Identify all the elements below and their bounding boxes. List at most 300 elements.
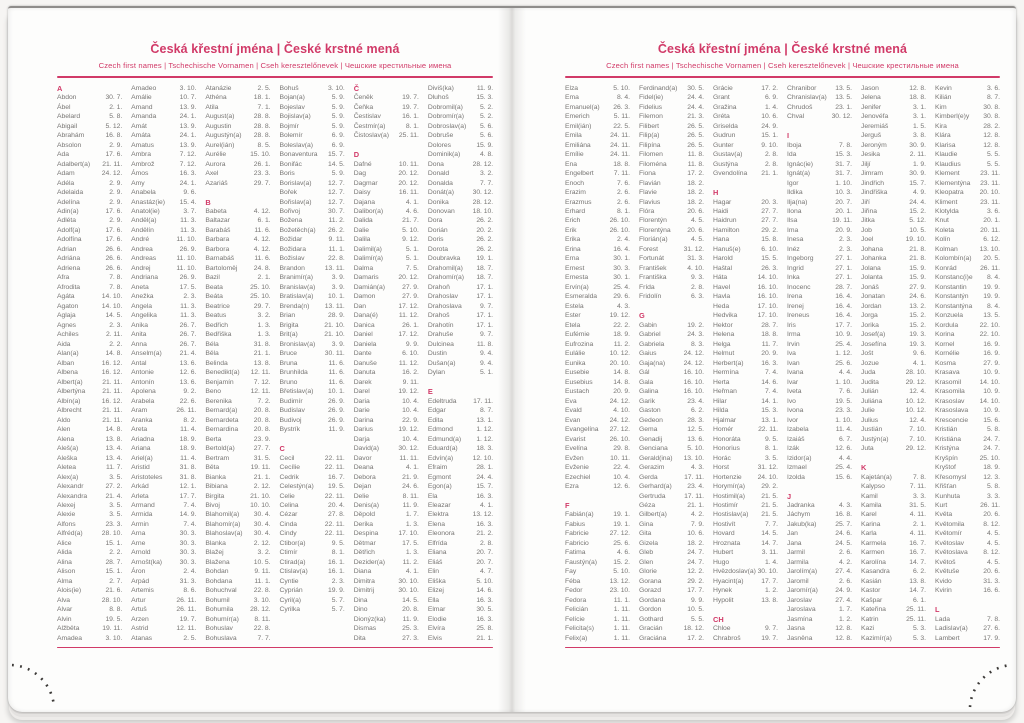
- name-entry: [565, 216, 630, 225]
- given-name: Doubravka: [427, 255, 461, 263]
- given-name: Anežka: [131, 293, 154, 301]
- name-day-date: 22. 8.: [253, 625, 271, 633]
- name-entry: [354, 216, 419, 225]
- name-day-date: 2. 3.: [839, 245, 852, 253]
- name-entry: [639, 492, 704, 501]
- name-day-date: 7. 12.: [179, 160, 197, 168]
- name-entry: [354, 169, 419, 178]
- name-day-date: 4. 12.: [253, 207, 271, 215]
- name-day-date: 10. 9.: [835, 331, 852, 339]
- name-entry: [713, 359, 778, 368]
- name-entry: [565, 245, 630, 254]
- name-entry: [935, 169, 1000, 178]
- name-entry: [354, 416, 419, 425]
- name-entry: [787, 539, 852, 548]
- given-name: Ema: [565, 94, 579, 102]
- given-name: Fabián(a): [565, 511, 594, 519]
- name-entry: [131, 378, 196, 387]
- blank-row: [428, 378, 493, 387]
- given-name: Drahoslava: [427, 302, 462, 310]
- name-entry: [935, 179, 1000, 188]
- section-letter: CH: [713, 614, 724, 624]
- given-name: Eufrozina: [565, 340, 594, 348]
- given-name: Čistoslav(a): [353, 132, 389, 140]
- given-name: Fay: [565, 568, 577, 576]
- given-name: Anatol(ie): [131, 207, 160, 215]
- name-day-date: 6. 9.: [765, 94, 778, 102]
- name-day-date: 15. 3.: [476, 94, 494, 102]
- given-name: Gaston: [639, 407, 661, 415]
- name-entry: [131, 122, 196, 131]
- given-name: Fedor: [565, 587, 583, 595]
- name-entry: [565, 359, 630, 368]
- name-entry: [280, 501, 345, 510]
- name-day-date: 30. 10.: [398, 587, 419, 595]
- name-entry: [787, 473, 852, 482]
- name-day-date: 5. 8.: [109, 113, 123, 121]
- given-name: Iva: [787, 350, 796, 358]
- name-entry: [861, 425, 926, 434]
- name-day-date: 4. 10.: [613, 407, 630, 415]
- given-name: Aleš(a): [57, 445, 79, 453]
- given-name: Ireneus: [787, 312, 810, 320]
- given-name: Ima: [787, 226, 799, 234]
- given-name: Ezechiel: [565, 473, 591, 481]
- name-day-date: 20. 6.: [983, 568, 1000, 576]
- name-day-date: 1. 9.: [913, 160, 926, 168]
- name-entry: [935, 624, 1000, 633]
- name-entry: [861, 615, 926, 624]
- given-name: Elza: [565, 84, 579, 92]
- given-name: Ctimír: [279, 549, 298, 557]
- given-name: Jan: [787, 530, 798, 538]
- name-day-date: 24. 6.: [909, 293, 926, 301]
- name-day-date: 8. 1.: [405, 122, 419, 130]
- name-day-date: 10. 4.: [402, 407, 419, 415]
- name-entry: [565, 141, 630, 150]
- given-name: Aurora: [205, 160, 226, 168]
- name-entry: [57, 605, 122, 614]
- given-name: Darie: [353, 407, 370, 415]
- name-entry: [935, 216, 1000, 225]
- given-name: Emil(ián): [565, 122, 592, 130]
- name-entry: [713, 93, 778, 102]
- given-name: Filemon: [639, 113, 663, 121]
- given-name: Arnold: [131, 549, 151, 557]
- section-letter-header: [713, 188, 778, 197]
- name-day-date: 11. 9.: [402, 502, 419, 509]
- given-name: David(a): [353, 445, 379, 453]
- given-name: Brit(a): [279, 331, 298, 339]
- name-entry: [713, 520, 778, 529]
- given-name: Jiljí: [861, 160, 871, 168]
- name-entry: [280, 539, 345, 548]
- name-entry: [861, 340, 926, 349]
- name-day-date: 20. 8.: [253, 407, 271, 415]
- name-entry: [354, 330, 419, 339]
- blank-row: [639, 302, 704, 311]
- name-day-date: 26. 10.: [609, 226, 630, 234]
- given-name: Hilda: [713, 407, 729, 415]
- name-entry: [787, 368, 852, 377]
- given-name: Alina: [57, 558, 72, 566]
- given-name: Anika: [131, 321, 148, 329]
- given-name: Andrej: [131, 264, 151, 272]
- given-name: Elvíra: [427, 625, 445, 633]
- name-day-date: 11. 6.: [254, 226, 271, 234]
- name-day-date: 1. 12.: [476, 426, 494, 434]
- name-day-date: 29. 7.: [253, 302, 271, 310]
- name-entry: [935, 586, 1000, 595]
- name-day-date: 26. 11.: [980, 502, 1000, 509]
- name-entry: [861, 103, 926, 112]
- name-day-date: 13. 12.: [609, 577, 630, 585]
- name-entry: [131, 207, 196, 216]
- given-name: Heda: [713, 302, 730, 310]
- name-day-date: 11. 9.: [402, 615, 419, 623]
- name-day-date: 24. 1.: [179, 179, 197, 187]
- given-name: Barbora: [205, 245, 230, 253]
- blank-row: [787, 122, 852, 131]
- name-day-date: 14. 10.: [101, 302, 123, 310]
- name-day-date: 17. 10.: [757, 302, 778, 310]
- name-day-date: 9. 5.: [331, 539, 345, 547]
- given-name: Drahoš: [427, 312, 450, 320]
- name-entry: [787, 169, 852, 178]
- given-name: Adriena: [57, 264, 81, 272]
- name-day-date: 24. 10.: [757, 473, 778, 481]
- name-day-date: 11. 4.: [180, 426, 197, 434]
- blank-row: [935, 596, 1000, 605]
- name-day-date: 16. 3.: [761, 359, 778, 367]
- name-entry: [565, 321, 630, 330]
- name-day-date: 1. 11.: [613, 634, 630, 642]
- given-name: Klára: [935, 132, 951, 140]
- name-day-date: 24. 4.: [687, 94, 704, 102]
- given-name: Krasava: [935, 369, 960, 377]
- name-entry: [131, 150, 196, 159]
- given-name: Bratislav(a): [279, 293, 314, 301]
- name-entry: [713, 539, 778, 548]
- name-entry: [354, 577, 419, 586]
- given-name: Hostislav(a): [713, 511, 749, 519]
- name-day-date: 15. 5.: [761, 255, 778, 263]
- given-name: Ervín(a): [565, 283, 589, 291]
- given-name: Gracián: [639, 625, 663, 633]
- name-day-date: 30. 3.: [179, 549, 197, 557]
- given-name: Gala: [639, 378, 654, 386]
- name-day-date: 5. 9.: [331, 94, 345, 102]
- given-name: Jason: [861, 84, 879, 92]
- given-name: Bonifác: [279, 160, 302, 168]
- name-day-date: 12. 7.: [327, 189, 345, 197]
- name-entry: [354, 112, 419, 121]
- given-name: Garik: [639, 397, 655, 405]
- name-day-date: 31. 3.: [687, 255, 704, 263]
- given-name: Hagar: [713, 198, 732, 206]
- name-day-date: 24. 9.: [761, 122, 778, 130]
- name-day-date: 12. 8.: [983, 132, 1000, 140]
- name-entry: [428, 340, 493, 349]
- name-entry: [57, 501, 122, 510]
- name-entry: [57, 425, 122, 434]
- name-entry: [861, 416, 926, 425]
- name-entry: [861, 188, 926, 197]
- given-name: Kryštof: [935, 464, 956, 472]
- name-entry: [565, 112, 630, 121]
- given-name: Ladislav(a): [935, 625, 968, 633]
- name-entry: [787, 416, 852, 425]
- name-entry: [57, 169, 122, 178]
- name-day-date: 29. 2.: [687, 577, 704, 585]
- name-entry: [354, 397, 419, 406]
- given-name: Florián(a): [639, 236, 668, 244]
- given-name: Dolores: [427, 141, 451, 149]
- name-day-date: 1. 3.: [405, 520, 419, 528]
- name-entry: [354, 558, 419, 567]
- name-entry: [787, 454, 852, 463]
- given-name: Jaroslav: [787, 596, 812, 604]
- given-name: Katrin: [861, 615, 879, 623]
- name-day-date: 8. 12.: [983, 520, 1000, 528]
- given-name: Korina: [935, 331, 955, 339]
- name-entry: [565, 160, 630, 169]
- name-day-date: 2. 2.: [109, 340, 123, 348]
- name-day-date: 8. 12.: [983, 549, 1000, 557]
- name-day-date: 2. 12.: [253, 483, 271, 491]
- given-name: Artur: [131, 596, 146, 604]
- name-day-date: 4. 4.: [839, 369, 852, 377]
- name-entry: [205, 416, 270, 425]
- name-entry: [354, 596, 419, 605]
- name-entry: [861, 567, 926, 576]
- name-day-date: 13. 4.: [105, 454, 123, 462]
- given-name: Filoména: [639, 160, 667, 168]
- given-name: Filibert: [639, 122, 659, 130]
- given-name: Donald: [427, 170, 450, 178]
- name-day-date: 27. 2.: [105, 483, 123, 491]
- given-name: Benjamín: [205, 378, 234, 386]
- given-name: Alva: [57, 596, 71, 604]
- name-day-date: 8. 5.: [257, 141, 271, 149]
- given-name: Jeroným: [861, 141, 887, 149]
- name-day-date: 9. 12.: [402, 236, 419, 244]
- name-day-date: 21. 1.: [687, 502, 704, 509]
- name-day-date: 7. 10.: [909, 435, 926, 443]
- name-entry: [713, 169, 778, 178]
- section-letter-header: [428, 387, 493, 396]
- name-entry: [787, 378, 852, 387]
- given-name: Kurt: [935, 502, 948, 509]
- name-day-date: 18. 9.: [983, 464, 1000, 472]
- name-entry: [639, 122, 704, 131]
- name-entry: [935, 444, 1000, 453]
- name-day-date: 5. 9.: [331, 122, 345, 130]
- given-name: Klaudie: [935, 151, 958, 159]
- given-name: Gertruda: [639, 492, 666, 500]
- name-entry: [428, 463, 493, 472]
- name-entry: [205, 473, 270, 482]
- name-entry: [57, 131, 122, 140]
- name-entry: [280, 548, 345, 557]
- name-day-date: 3. 3.: [987, 492, 1000, 500]
- name-entry: [565, 510, 630, 519]
- name-entry: [861, 198, 926, 207]
- name-entry: [354, 359, 419, 368]
- given-name: Andreas: [131, 255, 157, 263]
- name-day-date: 30. 1.: [613, 274, 630, 282]
- name-entry: [935, 577, 1000, 586]
- given-name: Božidar: [279, 236, 303, 244]
- section-letter-header: [354, 150, 419, 159]
- given-name: Bohuš: [279, 84, 299, 92]
- name-day-date: 15. 7.: [476, 483, 494, 491]
- name-day-date: 26. 3.: [613, 103, 630, 111]
- name-day-date: 22. 9.: [402, 416, 419, 424]
- name-entry: [787, 235, 852, 244]
- name-day-date: 28. 1.: [476, 464, 494, 472]
- given-name: Diviš(ka): [427, 84, 454, 92]
- name-day-date: 17. 11.: [473, 397, 494, 405]
- name-day-date: 17. 12.: [398, 331, 419, 339]
- name-entry: [131, 577, 196, 586]
- name-entry: [428, 548, 493, 557]
- name-entry: [861, 330, 926, 339]
- name-entry: [565, 198, 630, 207]
- name-day-date: 22. 11.: [324, 454, 345, 462]
- given-name: Konstantýn: [935, 293, 969, 301]
- name-entry: [639, 397, 704, 406]
- given-name: Jiřina: [861, 207, 877, 215]
- name-entry: [861, 264, 926, 273]
- name-entry: [131, 198, 196, 207]
- name-entry: [935, 188, 1000, 197]
- name-day-date: 24. 11.: [610, 132, 630, 140]
- name-day-date: 8. 11.: [254, 615, 271, 623]
- given-name: Jitka: [861, 217, 875, 225]
- name-day-date: 17. 1.: [476, 321, 494, 329]
- given-name: Arpád: [131, 577, 150, 585]
- name-entry: [935, 406, 1000, 415]
- name-entry: [57, 624, 122, 633]
- name-day-date: 21. 11.: [102, 378, 123, 386]
- given-name: Fidel(ie): [639, 94, 664, 102]
- name-entry: [280, 378, 345, 387]
- name-day-date: 16. 12.: [101, 397, 123, 405]
- name-day-date: 11. 7.: [761, 340, 778, 348]
- name-day-date: 30. 4.: [253, 530, 271, 538]
- name-day-date: 26. 6.: [105, 264, 123, 272]
- given-name: Kevin: [935, 84, 952, 92]
- name-entry: [428, 605, 493, 614]
- name-entry: [205, 245, 270, 254]
- name-entry: [935, 482, 1000, 491]
- given-name: Bořek: [279, 189, 298, 197]
- name-day-date: 4. 6.: [405, 207, 419, 215]
- given-name: Božidara: [279, 245, 306, 253]
- name-day-date: 16. 1.: [402, 113, 419, 121]
- name-day-date: 28. 8.: [253, 132, 271, 140]
- given-name: Dalma: [353, 264, 374, 272]
- given-name: Egon(a): [427, 483, 452, 491]
- given-name: Kunhuta: [935, 492, 960, 500]
- given-name: Aldo: [57, 416, 71, 424]
- name-entry: [787, 634, 852, 643]
- name-entry: [787, 226, 852, 235]
- name-day-date: 25. 11.: [398, 132, 419, 140]
- given-name: Květuše: [935, 568, 960, 576]
- name-entry: [639, 150, 704, 159]
- given-name: Danuta: [353, 369, 376, 377]
- name-day-date: 2. 11.: [909, 151, 926, 159]
- name-day-date: 7. 6.: [839, 388, 852, 396]
- given-name: Hilar: [713, 397, 727, 405]
- name-day-date: 4. 4.: [839, 454, 852, 462]
- given-name: Krasomil: [935, 378, 962, 386]
- name-entry: [205, 112, 270, 121]
- given-name: Bertold(a): [205, 445, 235, 453]
- name-day-date: 18. 12.: [683, 625, 704, 633]
- name-entry: [935, 615, 1000, 624]
- given-name: Bazil: [205, 274, 220, 282]
- name-day-date: 16. 10.: [757, 283, 778, 291]
- given-name: Forest: [639, 245, 658, 253]
- name-entry: [861, 150, 926, 159]
- name-entry: [861, 226, 926, 235]
- name-entry: [131, 169, 196, 178]
- name-day-date: 2. 6.: [617, 198, 630, 206]
- name-day-date: 28. 8.: [253, 113, 271, 121]
- name-day-date: 30. 9.: [909, 170, 926, 178]
- given-name: Deana: [353, 464, 374, 472]
- name-day-date: 9. 11.: [328, 236, 345, 244]
- given-name: Augustýn(a): [205, 132, 242, 140]
- section-letter-header: [205, 198, 270, 207]
- name-day-date: 4. 1.: [405, 198, 419, 206]
- name-entry: [787, 615, 852, 624]
- name-entry: [861, 283, 926, 292]
- name-entry: [131, 416, 196, 425]
- name-entry: [787, 624, 852, 633]
- name-day-date: 16. 11.: [398, 189, 419, 197]
- name-entry: [428, 406, 493, 415]
- given-name: Božena: [279, 217, 303, 225]
- name-entry: [57, 93, 122, 102]
- blank-row: [280, 624, 345, 633]
- given-name: Etela: [565, 321, 581, 329]
- name-day-date: 1. 11.: [613, 606, 630, 614]
- name-day-date: 9. 6.: [913, 350, 926, 358]
- name-entry: [639, 330, 704, 339]
- name-day-date: 13. 5.: [835, 94, 852, 102]
- name-day-date: 30. 10.: [398, 577, 419, 585]
- name-entry: [131, 179, 196, 188]
- given-name: Amadea: [57, 634, 83, 642]
- given-name: Alois(ie): [57, 587, 82, 595]
- given-name: Apolena: [131, 388, 156, 396]
- name-day-date: 9. 7.: [480, 331, 494, 339]
- names-columns-left: [57, 84, 493, 644]
- given-name: Johanka: [861, 255, 887, 263]
- name-day-date: 12. 6.: [835, 445, 852, 453]
- name-day-date: 21. 7.: [402, 217, 419, 225]
- given-name: Davor: [353, 454, 372, 462]
- name-entry: [205, 425, 270, 434]
- name-entry: [787, 150, 852, 159]
- given-name: Genadij: [639, 435, 663, 443]
- name-entry: [565, 596, 630, 605]
- name-day-date: 16. 6.: [983, 587, 1000, 595]
